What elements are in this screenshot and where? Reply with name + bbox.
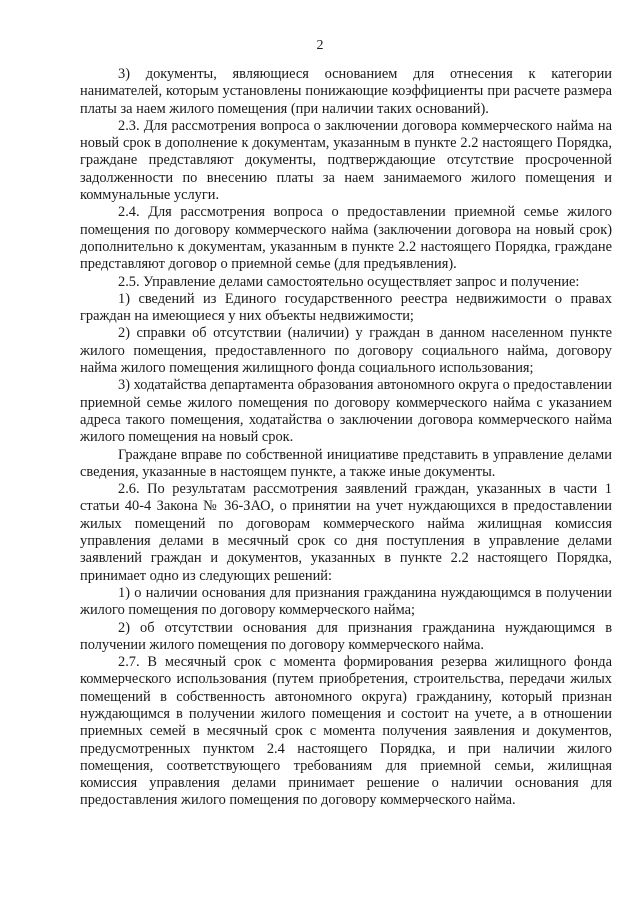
paragraph-2-7: 2.7. В месячный срок с момента формирования резерва жилищного фонда коммерческого использования (путем приобретения, строительства, передачи жилых помещений в собственность автономного округа) гражданину, который признан нуждающимся в получении жилого помещения и состоит на учете, а в отношении приемных семей в месячный срок с момента получения заявления и документов, предусмотренных пунктом 2.4 настоящего Порядка, и при наличии жилого помещения, соответствующего требованиям для приемной семьи, жилищная комиссия управления делами принимает решение о наличии основания для предоставления жилого помещения по договору коммерческого найма. bbox=[80, 654, 612, 809]
paragraph-2-5-item-2: 2) справки об отсутствии (наличии) у граждан в данном населенном пункте жилого помещения, предоставленного по договору социального найма, договору найма жилого помещения жилищного фонда социального использования; bbox=[80, 325, 612, 377]
paragraph-citizens-right: Граждане вправе по собственной инициативе представить в управление делами сведения, указанные в настоящем пункте, а также иные документы. bbox=[80, 446, 612, 480]
paragraph-item-3-documents: 3) документы, являющиеся основанием для отнесения к категории нанимателей, которым установлены понижающие коэффициенты при расчете размера платы за наем жилого помещения (при наличии таких оснований). bbox=[80, 66, 612, 117]
paragraph-2-5-item-1: 1) сведений из Единого государственного реестра недвижимости о правах граждан на имеющиеся у них объекты недвижимости; bbox=[80, 290, 612, 325]
paragraph-2-3: 2.3. Для рассмотрения вопроса о заключении договора коммерческого найма на новый срок в дополнение к документам, указанным в пункте 2.2 настоящего Порядка, граждане представляют документы, подтверждающие отсутствие просроченной задолженности по внесению платы за наем занимаемого жилого помещения и коммунальные услуги. bbox=[80, 117, 612, 204]
paragraph-2-5: 2.5. Управление делами самостоятельно осуществляет запрос и получение: bbox=[118, 273, 580, 290]
paragraph-2-5-item-3: 3) ходатайства департамента образования автономного округа о предоставлении приемной семье жилого помещения по договору коммерческого найма с указанием адреса такого помещения, ходатайства о заключении договора коммерческого найма жилого помещения на новый срок. bbox=[80, 377, 612, 446]
page-number: 2 bbox=[316, 38, 324, 53]
paragraph-2-4: 2.4. Для рассмотрения вопроса о предоставлении приемной семье жилого помещения по договору коммерческого найма (заключении договора на новый срок) дополнительно к документам, указанным в пункте 2.2 настоящего Порядка, граждане представляют договор о приемной семье (для предъявления). bbox=[80, 204, 612, 273]
paragraph-2-6-item-1: 1) о наличии основания для признания гражданина нуждающимся в получении жилого помещения по договору коммерческого найма; bbox=[80, 584, 612, 619]
paragraph-2-6-item-2: 2) об отсутствии основания для признания гражданина нуждающимся в получении жилого помещения по договору коммерческого найма. bbox=[80, 619, 612, 653]
paragraph-2-6: 2.6. По результатам рассмотрения заявлений граждан, указанных в части 1 статьи 40-4 Закона № 36-ЗАО, о принятии на учет нуждающихся в предоставлении жилых помещений по договорам коммерческого найма жилищная комиссия управления делами в месячный срок со дня поступления в управление делами заявлений граждан и документов, указанных в пункте 2.2 настоящего Порядка, принимает одно из следующих решений: bbox=[80, 481, 612, 584]
document-body bbox=[80, 66, 612, 810]
